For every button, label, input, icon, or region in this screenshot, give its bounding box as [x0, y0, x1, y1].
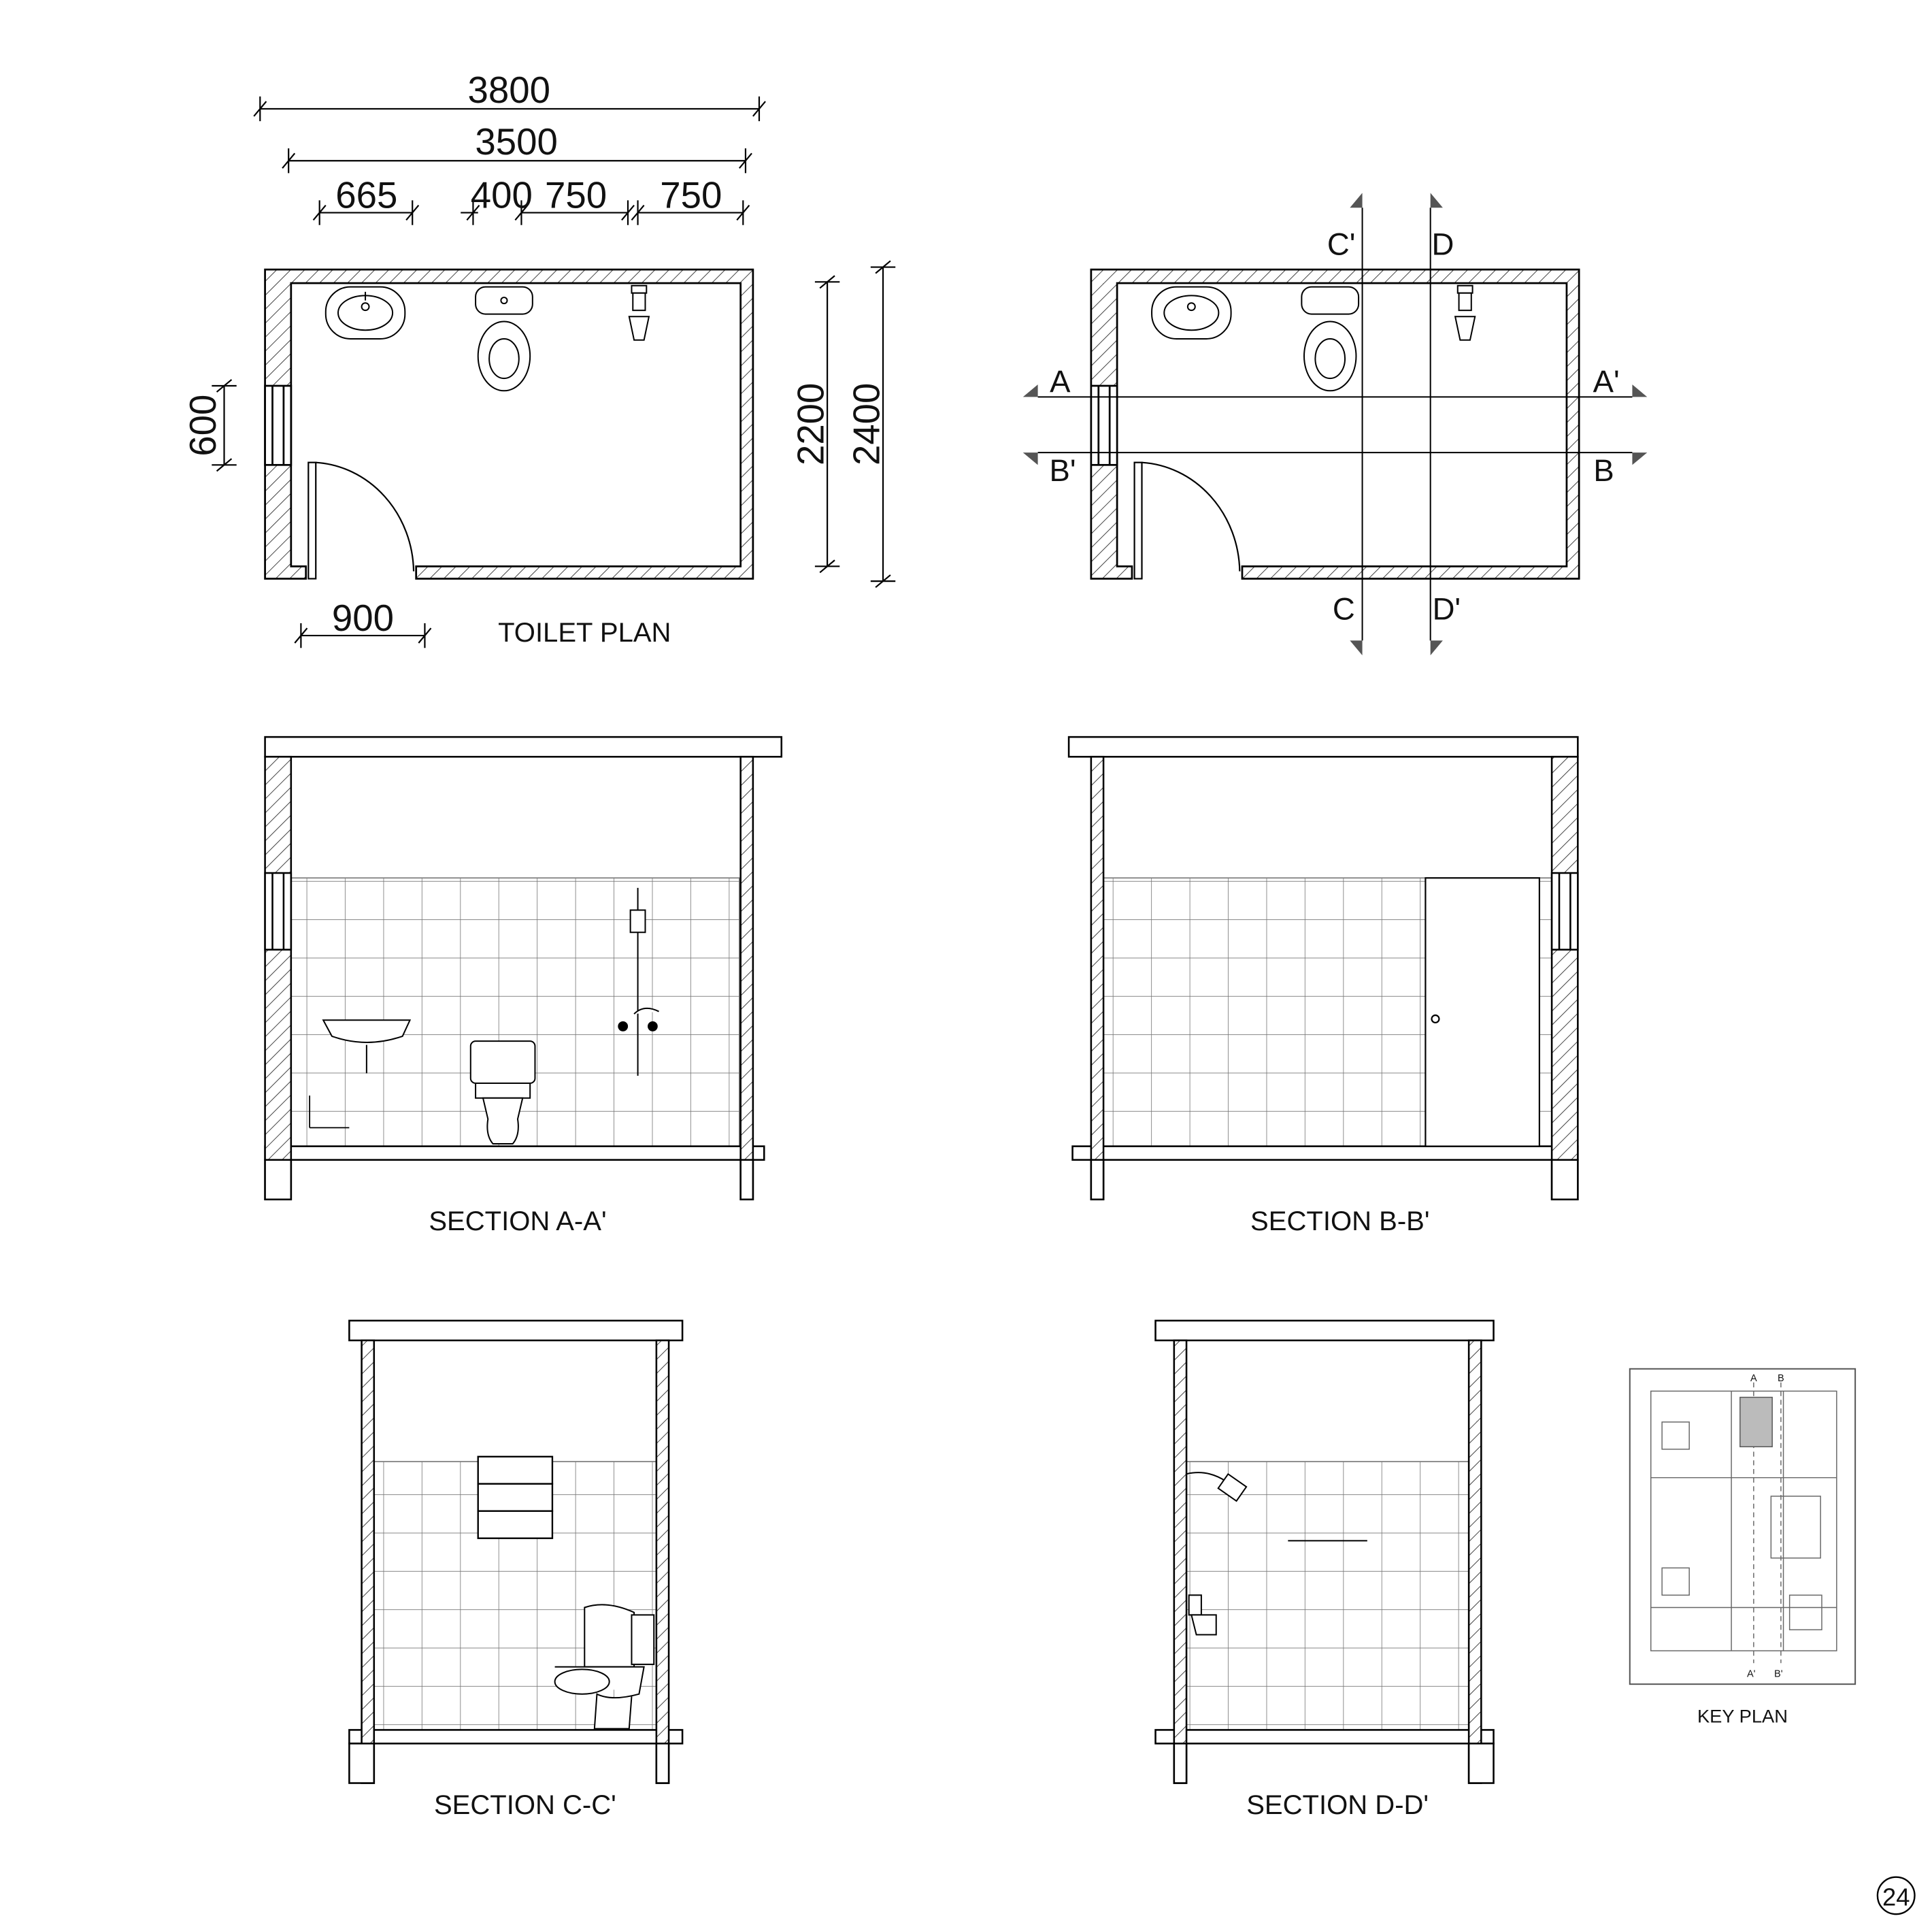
- key-plan: [1630, 1369, 1855, 1727]
- key-plan-top-a: A: [1750, 1372, 1757, 1384]
- key-plan-bottom-a: A': [1746, 1668, 1756, 1680]
- cut-label-c: C: [1332, 591, 1355, 627]
- dim-seg-4: 750: [660, 174, 722, 216]
- keyplan-door: [1135, 463, 1240, 579]
- plan-title: TOILET PLAN: [498, 618, 671, 648]
- section-c-shelves: [478, 1457, 552, 1538]
- key-plan-title: KEY PLAN: [1697, 1705, 1788, 1727]
- dim-seg-2: 400: [470, 174, 533, 216]
- cut-label-a: A: [1050, 364, 1071, 399]
- section-c-title: SECTION C-C': [433, 1790, 616, 1820]
- dim-window: 600: [182, 394, 224, 457]
- key-plan-highlight: [1740, 1398, 1772, 1447]
- keyplan-health-faucet: [1455, 286, 1475, 340]
- section-b: [1069, 737, 1578, 1236]
- dim-height-inner: 2200: [790, 382, 832, 465]
- key-plan-top-b: B: [1778, 1372, 1784, 1384]
- plan-door: [308, 463, 414, 579]
- key-plan-bottom-b: B': [1774, 1668, 1783, 1680]
- section-c: [349, 1321, 682, 1820]
- page-number: 24: [1882, 1883, 1910, 1911]
- section-d-title: SECTION D-D': [1246, 1790, 1429, 1820]
- dim-door: 900: [331, 597, 394, 639]
- section-b-title: SECTION B-B': [1250, 1206, 1430, 1237]
- toilet-plan: [182, 69, 896, 648]
- section-d: [1156, 1321, 1494, 1820]
- page-number-badge: [1878, 1877, 1915, 1915]
- dim-height-outer: 2400: [846, 382, 888, 465]
- cut-label-d-end: D': [1432, 591, 1461, 627]
- section-d-tiles: [1186, 1462, 1469, 1730]
- plan-health-faucet: [629, 286, 649, 340]
- cut-label-b-start: B': [1049, 452, 1076, 488]
- section-key-plan: [1023, 193, 1648, 656]
- cut-label-a-end: A': [1593, 364, 1620, 399]
- keyplan-washbasin: [1152, 287, 1231, 339]
- cut-label-b: B: [1593, 452, 1614, 488]
- dim-seg-3: 750: [544, 174, 607, 216]
- keyplan-wc: [1301, 287, 1359, 391]
- dim-overall-outer: 3800: [467, 69, 550, 111]
- section-a-title: SECTION A-A': [429, 1206, 607, 1237]
- cut-label-d: D: [1431, 227, 1454, 262]
- plan-wc: [476, 287, 533, 391]
- section-b-door: [1425, 878, 1539, 1146]
- dim-overall-inner: 3500: [475, 121, 558, 163]
- plan-washbasin: [326, 287, 405, 339]
- dim-seg-1: 665: [335, 174, 398, 216]
- cut-label-c-end: C': [1327, 227, 1356, 262]
- section-a: [265, 737, 782, 1236]
